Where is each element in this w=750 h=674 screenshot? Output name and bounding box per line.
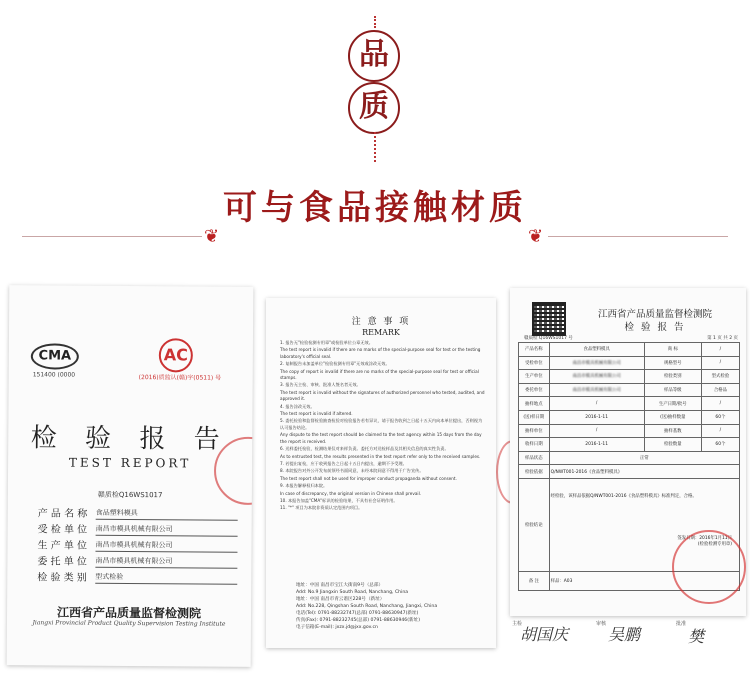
table-cell: / (701, 397, 739, 411)
table-cell: 样品：A03 (549, 571, 739, 590)
table-cell: 南昌市模具机械有限公司 (549, 370, 644, 384)
remark-item: The test report shall not be used for improper conduct propaganda without consent. (280, 475, 457, 481)
institute-name-en: Jiangxi Provincial Product Quality Supervision Testing Institute (32, 619, 226, 628)
table-cell: (送)样日期 (519, 410, 550, 424)
decorative-dash (374, 16, 377, 28)
footer-line: Add: No.228, Qingshan South Road, Nanchang, Jiangxi, China (296, 604, 438, 609)
table-row (519, 397, 740, 411)
table-row (519, 410, 740, 424)
table-cell: 南昌市模具机械有限公司 (549, 356, 644, 370)
remark-item: 4. 报告涂改无效。 (280, 403, 315, 409)
field-value: 食品塑料模具 (96, 508, 238, 521)
institute-name: 江西省产品质量监督检测院 (56, 605, 202, 621)
signature-label: 审核 (596, 621, 607, 627)
red-seal-stamp-icon (672, 530, 746, 604)
table-cell: / (701, 343, 739, 357)
remark-item: 2. 复制报告未加盖单位"检验检测专用章"无效或涂改无效。 (280, 361, 390, 367)
remark-subtitle: REMARK (362, 328, 400, 337)
table-cell: / (701, 424, 739, 438)
field-row (38, 503, 238, 520)
cac-logo-icon: AC (159, 338, 193, 372)
qr-code-icon (532, 302, 566, 336)
field-row (37, 567, 237, 584)
table-cell: / (549, 397, 644, 411)
decorative-dash (374, 132, 377, 162)
signature-label: 批准 (676, 621, 687, 627)
report-number: 赣质检Q16WS1017 (97, 490, 163, 500)
table-cell: 抽样单位 (519, 424, 550, 438)
table-cell: 60个 (701, 438, 739, 452)
table-row (519, 370, 740, 384)
field-label: 生 产 单 位 (37, 540, 88, 552)
table-cell: 检验依据 (519, 465, 550, 479)
field-value: 南昌市模具机械有限公司 (96, 524, 238, 537)
table-row (519, 451, 740, 465)
field-row (37, 551, 237, 568)
remark-item: 11. "*" 项目为本院非资质认定范围内项目。 (280, 505, 363, 511)
field-value: 南昌市模具机械有限公司 (95, 556, 237, 569)
page-indicator: 第 1 页 共 2 页 (707, 336, 738, 341)
report-title-en: TEST REPORT (68, 455, 192, 471)
field-value: 南昌市模具机械有限公司 (95, 540, 237, 553)
cac-number: (2016)质监认(赣)字(0511) 号 (138, 374, 222, 382)
table-cell: 受检单位 (519, 356, 550, 370)
remark-item: The test report is invalid without the signatures of authorized personnel who tested, audited, and approved it. (280, 389, 485, 402)
remark-title: 注 意 事 项 (351, 317, 411, 327)
report-title: 检 验 报 告 (30, 423, 230, 455)
table-cell: 正常 (549, 451, 739, 465)
table-cell: 合格品 (701, 383, 739, 397)
table-cell: 2016-1-11 (549, 410, 644, 424)
table-row (519, 383, 740, 397)
table-cell: 商 标 (644, 343, 701, 357)
quality-char-circle-2: 质 (348, 82, 400, 134)
remark-item: Any dispute to the test report should be claimed to the test agency within 15 days from the day the report is received. (280, 432, 482, 444)
conclusion-text: 经检验，该样品依据Q/NWT001-2016《食品塑料模具》标准判定，合格。 (550, 493, 697, 499)
table-cell: 样品状态 (519, 451, 550, 465)
table-cell: 检验数量 (644, 438, 701, 452)
remark-item: 10. 本报告加盖"CMA"标识的检验结果，不具有社会证明作用。 (280, 497, 398, 503)
field-label: 检 验 类 别 (37, 572, 87, 584)
table-cell: 60个 (701, 410, 739, 424)
remark-item: The test report is invalid if altered. (280, 411, 353, 417)
report-fields (37, 503, 238, 584)
field-label: 委 托 单 位 (37, 556, 87, 568)
field-label: 产 品 名 称 (37, 508, 88, 520)
table-cell: 生产日期/批号 (644, 397, 701, 411)
test-report-cover (7, 285, 254, 667)
table-cell: (送)抽样数量 (644, 410, 701, 424)
remark-item: As to entrusted test, the results presented in the test report refer only to the received samples. (280, 453, 481, 459)
remark-item: 3. 报告无主检、审核、批准人签名者无效。 (280, 382, 361, 388)
cma-number: 151400 (0000 (32, 371, 76, 379)
table-cell: 南昌市模具机械有限公司 (549, 383, 644, 397)
section-subtitle: 可与食品接触材质 (223, 188, 527, 228)
remark-item: In case of discrepancy, the original version in Chinese shall prevail. (280, 490, 422, 496)
institute-name: 江西省产品质量监督检测院 (597, 309, 712, 320)
footer-line: 地址：中国 南昌市宝江大街南9号（总部） (296, 583, 384, 588)
table-cell: 2016-1-11 (549, 438, 644, 452)
remark-item: 9. 本报告解释权归本院。 (280, 483, 328, 489)
signature-tester: 胡国庆 (520, 625, 569, 644)
table-row (519, 343, 740, 357)
remark-item: The test report is invalid if there are no marks of the special-purpose seal for test or the testing laboratory's official seal. (280, 347, 481, 359)
footer-line: 电话(Tel): 0791-88232747(总部) 0791-88630947(新址) (296, 611, 419, 616)
signature-label: 主检 (512, 621, 523, 627)
remark-item: 7. 若提出复检，应于收到报告之日起十五日内提出，逾期不予受理。 (280, 460, 407, 466)
footer-line: 地址：中国 南昌市青云谱区228号（新址） (296, 597, 385, 602)
report-number: 赣质检 Q16WS1017 号 (524, 336, 573, 341)
footer-line: 传真(Fax): 0791-88232745(总部) 0791-88630946(新址) (296, 618, 420, 623)
table-cell: Q/NWT001-2016《食品塑料模具》 (549, 465, 739, 479)
remark-item: 6. 送样委托检验，检测结果仅对来样负责。委托方对送检样品及其相关信息的真实性负责。 (280, 446, 449, 452)
remark-list (280, 340, 486, 513)
remark-item: 5. 委托检验和监督检验抽查检验对检验报告若有异议，请于报告收到之日起十五天内向本单位提出，否则视为认可报告结论。 (280, 418, 483, 430)
divider-right (548, 236, 728, 237)
remark-page (266, 298, 496, 648)
table-cell: 样品等级 (644, 383, 701, 397)
quality-char-circle-1: 品 (348, 30, 400, 82)
table-cell: 生产单位 (519, 370, 550, 384)
table-row (519, 424, 740, 438)
table-cell: 食品塑料模具 (549, 343, 644, 357)
field-row (37, 535, 237, 552)
field-label: 受 检 单 位 (37, 524, 88, 536)
table-cell: / (701, 356, 739, 370)
table-cell: 收样日期 (519, 438, 550, 452)
divider-left (22, 236, 202, 237)
swirl-ornament-icon: ❦ (204, 226, 220, 247)
table-cell: 规格型号 (644, 356, 701, 370)
remark-item: 1. 报告无"检验检测专用章"或检验单位公章无效。 (280, 340, 373, 345)
swirl-ornament-icon: ❦ (528, 226, 544, 247)
remark-item: The copy of report is invalid if there are no marks of the special-purpose seal for test or official stamps. (280, 368, 479, 381)
table-cell: 备 注 (519, 571, 550, 590)
field-value: 型式检验 (95, 572, 237, 585)
table-cell: 抽样地点 (519, 397, 550, 411)
cma-logo-icon: CMA (31, 343, 79, 369)
table-cell: 检验类别 (644, 370, 701, 384)
seal-note: (检验检测专用章) (697, 541, 732, 547)
table-row (519, 465, 740, 479)
table-cell: 型式检验 (701, 370, 739, 384)
table-cell: / (549, 424, 644, 438)
table-row (519, 356, 740, 370)
report-title: 检 验 报 告 (624, 322, 686, 333)
table-cell: 抽样基数 (644, 424, 701, 438)
remark-footer (296, 582, 486, 631)
field-row (38, 519, 238, 536)
table-row (519, 438, 740, 452)
footer-line: Add: No.9 Jiangxin South Road, Nanchang, China (296, 590, 409, 595)
issue-date: 签发日期：2016年1月11日 (677, 535, 732, 541)
remark-item: 8. 本院报告对外公开发布前须经书面同意，未经本院同意不得用于广告宣传。 (280, 468, 424, 474)
table-cell: 检验结论 (519, 478, 550, 571)
page-header (0, 0, 750, 250)
signature-auditor: 吴鹏 (608, 625, 641, 644)
table-cell: 委托单位 (519, 383, 550, 397)
signature-approver: 樊 (688, 627, 705, 646)
footer-line: 电子信箱(E-mail): jxzx.jd@jxx.gov.cn (296, 625, 378, 630)
table-cell: 产品名称 (519, 343, 550, 357)
inspection-report-page (510, 288, 746, 616)
